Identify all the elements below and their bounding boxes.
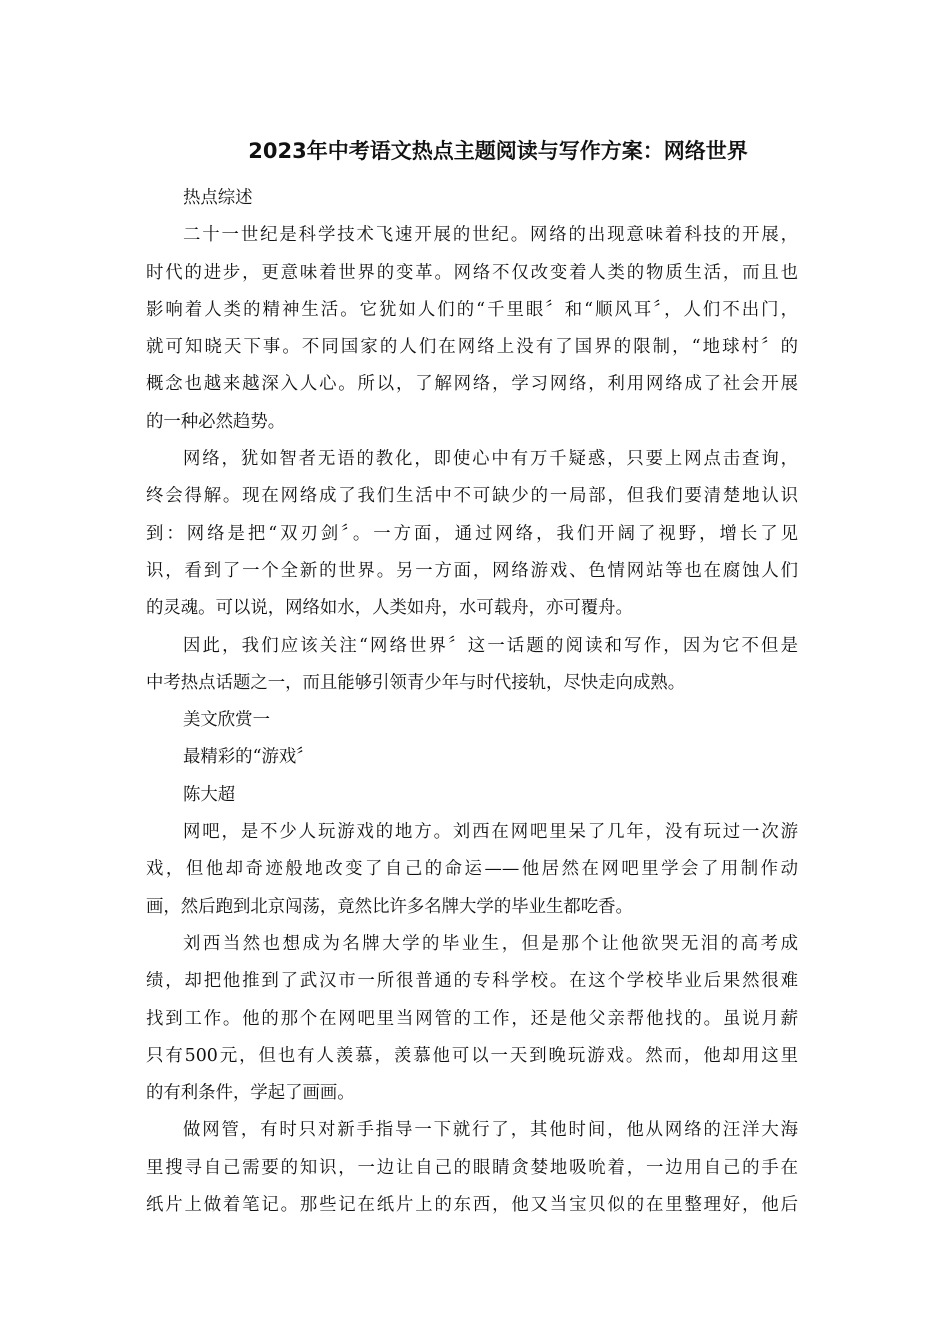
essay-title: 最精彩的“游戏〞 (183, 747, 314, 768)
paragraph-line: 的有利条件，学起了画画。 (146, 1083, 355, 1104)
paragraph-line: 画，然后跑到北京闯荡，竟然比许多名牌大学的毕业生都吃香。 (146, 896, 633, 917)
paragraph-line: 绩，却把他推到了武汉市一所很普通的专科学校。在这个学校毕业后果然很难 (146, 971, 798, 992)
paragraph-line: 二十一世纪是科学技术飞速开展的世纪。网络的出现意味着科技的开展， (183, 225, 798, 246)
paragraph-line: 的一种必然趋势。 (146, 411, 286, 432)
paragraph-line: 到：网络是把“双刃剑〞。一方面，通过网络，我们开阔了视野，增长了见 (146, 523, 798, 544)
paragraph-line: 做网管，有时只对新手指导一下就行了，其他时间，他从网络的汪洋大海 (183, 1120, 798, 1141)
paragraph-line: 影响着人类的精神生活。它犹如人们的“千里眼〞和“顺风耳〞，人们不出门， (146, 299, 798, 320)
document-title: 2023年中考语文热点主题阅读与写作方案：网络世界 (248, 139, 748, 163)
paragraph-line: 网吧，是不少人玩游戏的地方。刘西在网吧里呆了几年，没有玩过一次游 (183, 822, 798, 843)
section-heading-overview: 热点综述 (183, 188, 253, 208)
paragraph-line: 纸片上做着笔记。那些记在纸片上的东西，他又当宝贝似的在里整理好，他后 (146, 1195, 798, 1216)
document-body (146, 180, 798, 1224)
paragraph-line: 里搜寻自己需要的知识，一边让自己的眼睛贪婪地吸吮着，一边用自己的手在 (146, 1157, 798, 1178)
paragraph-line: 戏，但他却奇迹般地改变了自己的命运——他居然在网吧里学会了用制作动 (146, 859, 798, 880)
paragraph-line: 的灵魂。可以说，网络如水，人类如舟，水可载舟，亦可覆舟。 (146, 598, 633, 619)
paragraph-line: 中考热点话题之一，而且能够引领青少年与时代接轨，尽快走向成熟。 (146, 672, 686, 693)
paragraph-line: 刘西当然也想成为名牌大学的毕业生，但是那个让他欲哭无泪的高考成 (183, 933, 798, 954)
essay-author: 陈大超 (183, 784, 236, 805)
paragraph-line: 找到工作。他的那个在网吧里当网管的工作，还是他父亲帮他找的。虽说月薪 (146, 1008, 798, 1029)
paragraph-line: 就可知晓天下事。不同国家的人们在网络上没有了国界的限制，“地球村〞的 (146, 337, 798, 358)
paragraph-line: 识，看到了一个全新的世界。另一方面，网络游戏、色情网站等也在腐蚀人们 (146, 560, 798, 581)
paragraph-line: 因此，我们应该关注“网络世界〞这一话题的阅读和写作，因为它不但是 (183, 635, 798, 656)
paragraph-line: 概念也越来越深入人心。所以，了解网络，学习网络，利用网络成了社会开展 (146, 374, 798, 395)
paragraph-line: 终会得解。现在网络成了我们生活中不可缺少的一局部，但我们要清楚地认识 (146, 486, 798, 507)
section-heading-essay: 美文欣赏一 (183, 710, 270, 731)
paragraph-line: 时代的进步，更意味着世界的变革。网络不仅改变着人类的物质生活，而且也 (146, 262, 798, 283)
paragraph-line: 只有500元，但也有人羡慕，羡慕他可以一天到晚玩游戏。然而，他却用这里 (146, 1045, 798, 1066)
paragraph-line: 网络，犹如智者无语的教化，即使心中有万千疑惑，只要上网点击查询， (183, 449, 798, 470)
